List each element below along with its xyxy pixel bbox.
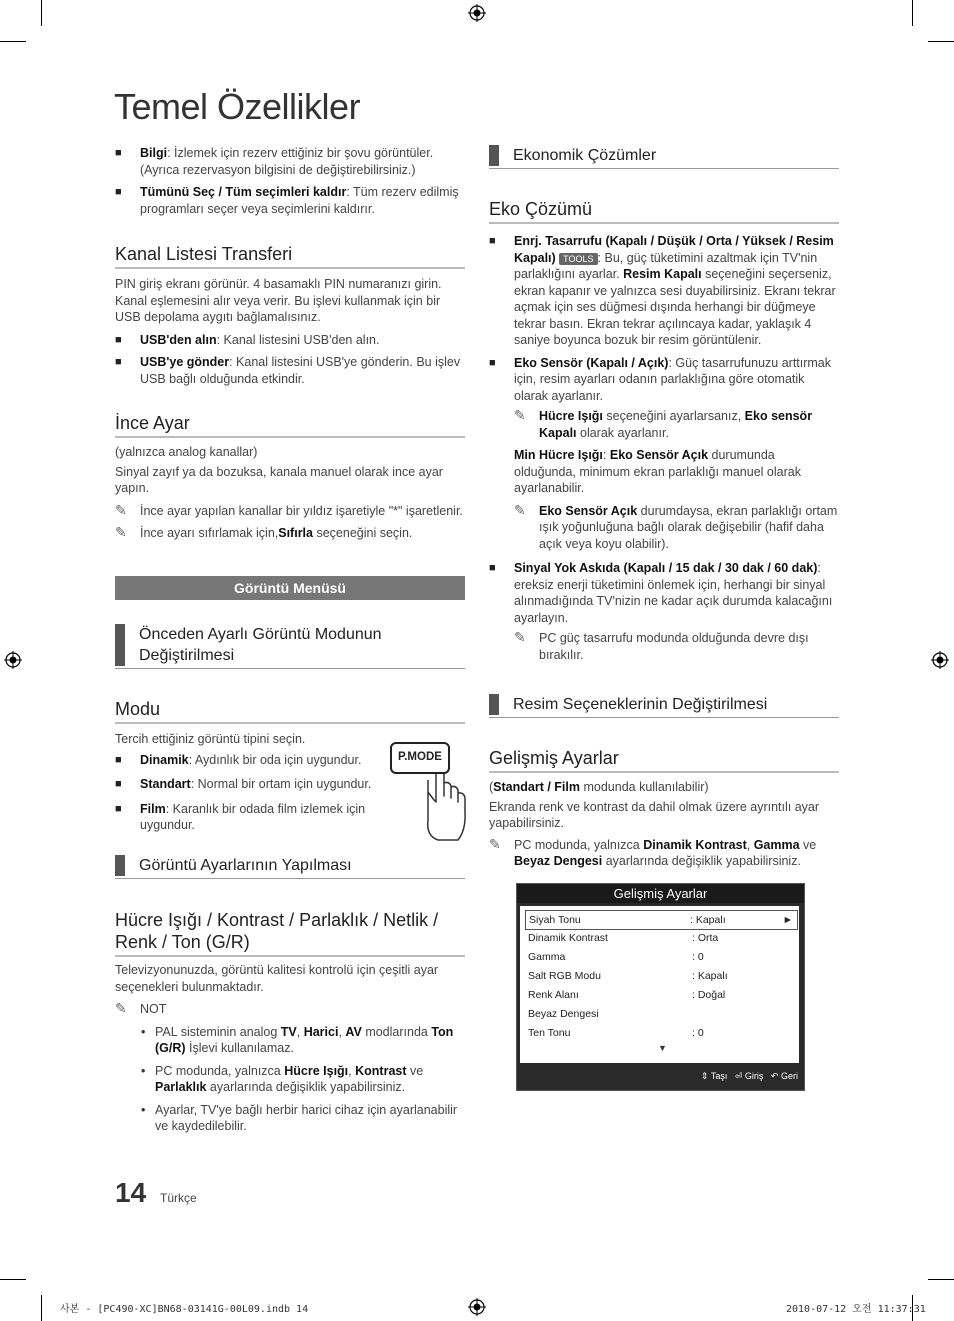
remote-hand-illustration <box>388 740 468 842</box>
menu-section-bar: Görüntü Menüsü <box>115 576 465 600</box>
modu-section <box>115 731 380 834</box>
list-item: ■ Sinyal Yok Askıda (Kapalı / 15 dak / 30 dak / 60 dak): ereksiz enerji tüketimini önlemek için, herhangi bir sinyal alınmadığında TV'nizin ne kadar açık durumda kalacağını ayarlayın. <box>489 560 839 626</box>
note: ✎ PC güç tasarrufu modunda olduğunda devre dışı bırakılır. <box>514 629 809 662</box>
pencil-note-icon: ✎ <box>115 501 127 518</box>
osd-row[interactable]: Ten Tonu : 0 <box>528 1027 704 1039</box>
enter-icon: ⏎ <box>734 1071 743 1081</box>
updown-icon: ⇕ <box>700 1071 709 1081</box>
list-item: ■ Dinamik: Aydınlık bir oda için uygundur. <box>115 752 380 769</box>
return-icon: ↶ <box>770 1071 779 1081</box>
section-heading-eko: Eko Çözümü <box>489 199 839 224</box>
subtitle: (Standart / Film modunda kullanılabilir) <box>489 780 709 794</box>
file-info: 사본 - [PC490-XC]BN68-03141G-00L09.indb 14 <box>60 1304 309 1315</box>
list-item: ■ USB'den alın: Kanal listesini USB'den alın. <box>115 332 465 349</box>
crop-mark <box>928 1279 954 1280</box>
pencil-note-icon: ✎ <box>115 1000 127 1016</box>
list-item: ■ Bilgi: İzlemek için rezerv ettiğiniz bir şovu görüntüler. (Ayrıca rezervasyon bilgisini de değiştirebilirsiniz.) <box>115 145 465 178</box>
list-item: ■ Enrj. Tasarrufu (Kapalı / Düşük / Orta / Yüksek / Resim Kapalı) TOOLS : Bu, güç tüketimini azaltmak için TV'nin parlaklığını ayarlar. Resim Kapalı seçeneğini seçerseniz, ekran kapanır ve yalnızca sesi duyabilirsiniz. Ekranı tekrar açmak için ses düğmesi dışında herhangi bir düğmeye tekrar basın. Ekran tekrar açılıncaya kadar, yaklaşık 4 saniye boyunca bozuk bir resim görüntülenir. <box>489 233 839 349</box>
osd-row-selected[interactable]: Siyah Tonu : Kapalı ► <box>525 910 798 930</box>
subsection-heading-resim: Resim Seçeneklerinin Değiştirilmesi <box>489 694 839 718</box>
crop-mark <box>0 1279 26 1280</box>
pencil-note-icon: ✎ <box>115 524 127 540</box>
paragraph: Sinyal zayıf ya da bozuksa, kanala manuel olarak ince ayar yapın. <box>115 464 443 495</box>
list-item: ■ Standart: Normal bir ortam için uygundur. <box>115 776 380 793</box>
pencil-note-icon: ✎ <box>514 629 526 645</box>
paragraph: Tercih ettiğiniz görüntü tipini seçin. <box>115 732 306 746</box>
list-item: • PAL sisteminin analog TV, Harici, AV modlarında Ton (G/R) İşlevi kullanılamaz. <box>115 1024 465 1057</box>
crop-mark <box>41 1295 42 1321</box>
note: ✎ Eko Sensör Açık durumdaysa, ekran parlaklığı ortam ışık yoğunluğuna bağlı olarak değişebilir (hafif daha açık veya koyu olabilir). <box>514 501 838 551</box>
section-heading-modu: Modu <box>115 699 465 724</box>
osd-row[interactable]: Salt RGB Modu : Kapalı <box>528 970 728 982</box>
osd-row[interactable]: Gamma : 0 <box>528 951 704 963</box>
registration-mark-icon <box>468 4 486 22</box>
section-heading-kanal: Kanal Listesi Transferi <box>115 244 465 269</box>
crop-mark <box>0 41 26 42</box>
eko-section <box>489 233 839 663</box>
paragraph: Min Hücre Işığı: Eko Sensör Açık durumunda olduğunda, minimum ekran parlaklığı manuel olarak ayarlanabilir. <box>514 448 801 495</box>
osd-menu-screenshot <box>516 883 805 1091</box>
subsection-heading-ekonomik: Ekonomik Çözümler <box>489 145 839 169</box>
registration-mark-icon <box>468 1298 486 1316</box>
section-heading-gelismis: Gelişmiş Ayarlar <box>489 748 839 773</box>
registration-mark-icon <box>931 651 949 669</box>
list-item: ■ Eko Sensör (Kapalı / Açık): Güç tasarrufunuzu arttırmak için, resim ayarları odanın parlaklığına göre otomatik olarak ayarlanır. <box>489 355 839 405</box>
paragraph: Televizyonunuzda, görüntü kalitesi kontrolü için çeşitli ayar seçenekleri bulunmaktadır. <box>115 963 439 994</box>
arrow-right-icon: ► <box>782 914 793 926</box>
paragraph: PIN giriş ekranı görünür. 4 basamaklı PIN numaranızı girin. Kanal eşlemesini alır veya verir. Bu işlevi kullanmak için bir USB depolama aygıtı bağlamalısınız. <box>115 277 442 324</box>
tools-badge: TOOLS <box>559 253 597 265</box>
list-item: ■ USB'ye gönder: Kanal listesini USB'ye gönderin. Bu işlev USB bağlı olduğunda etkindir. <box>115 354 465 387</box>
osd-title: Gelişmiş Ayarlar <box>517 884 804 903</box>
intro-bullets <box>115 145 465 217</box>
section-heading-ince: İnce Ayar <box>115 413 465 438</box>
registration-mark-icon <box>4 651 22 669</box>
hucre-section <box>115 962 465 1135</box>
note: ✎ PC modunda, yalnızca Dinamik Kontrast, Gamma ve Beyaz Dengesi ayarlarında değişiklik yapabilirsiniz. <box>489 835 817 868</box>
paragraph: Ekranda renk ve kontrast da dahil olmak üzere ayrıntılı ayar yapabilirsiniz. <box>489 799 820 830</box>
subtitle: (yalnızca analog kanallar) <box>115 445 258 459</box>
osd-row[interactable]: Renk Alanı : Doğal <box>528 989 726 1001</box>
osd-row[interactable]: Beyaz Dengesi <box>528 1008 599 1020</box>
page-title: Temel Özellikler <box>114 86 361 127</box>
list-item: • PC modunda, yalnızca Hücre Işığı, Kontrast ve Parlaklık ayarlarında değişiklik yapabilirsiniz. <box>115 1063 465 1096</box>
list-item: • Ayarlar, TV'ye bağlı herbir harici cihaz için ayarlanabilir ve kaydedilebilir. <box>115 1102 465 1135</box>
pmode-button: P.MODE <box>398 751 442 763</box>
note: ✎ Hücre Işığı seçeneğini ayarlarsanız, Eko sensör Kapalı olarak ayarlanır. <box>514 407 813 440</box>
osd-row[interactable]: Dinamik Kontrast : Orta <box>528 932 719 944</box>
crop-mark <box>41 0 42 26</box>
crop-mark <box>928 41 954 42</box>
ince-section <box>115 444 465 542</box>
kanal-section <box>115 276 465 387</box>
osd-list <box>520 906 799 1063</box>
pencil-note-icon: ✎ <box>489 835 501 852</box>
subsection-heading-onceden: Önceden Ayarlı Görüntü Modunun Değiştirilmesi <box>115 624 465 669</box>
crop-mark <box>912 0 913 26</box>
note: ✎ İnce ayar yapılan kanallar bir yıldız işaretiyle "*" işaretlenir. <box>115 501 463 518</box>
list-item: ■ Tümünü Seç / Tüm seçimleri kaldır: Tüm rezerv edilmiş programları seçer veya seçimlerini kaldırır. <box>115 184 465 217</box>
subsection-heading-goruntu-ayar: Görüntü Ayarlarının Yapılması <box>115 855 465 879</box>
page-number: 14 <box>115 1177 147 1208</box>
gelismis-section <box>489 779 839 870</box>
pencil-note-icon: ✎ <box>514 407 526 423</box>
language-label: Türkçe <box>160 1191 197 1205</box>
print-datetime: 2010-07-12 오전 11:37:31 <box>786 1304 926 1315</box>
section-heading-hucre: Hücre Işığı / Kontrast / Parlaklık / Netlik / Renk / Ton (G/R) <box>115 909 465 957</box>
list-item: ■ Film: Karanlık bir odada film izlemek için uygundur. <box>115 801 380 834</box>
note: ✎ İnce ayarı sıfırlamak için,Sıfırla seçeneğini seçin. <box>115 524 413 540</box>
osd-footer: ⇕ Taşı ⏎ Giriş ↶ Geri <box>700 1071 798 1081</box>
pencil-note-icon: ✎ <box>514 501 526 518</box>
scroll-down-icon[interactable]: ▼ <box>658 1043 667 1053</box>
note: ✎ NOT <box>115 1000 167 1016</box>
